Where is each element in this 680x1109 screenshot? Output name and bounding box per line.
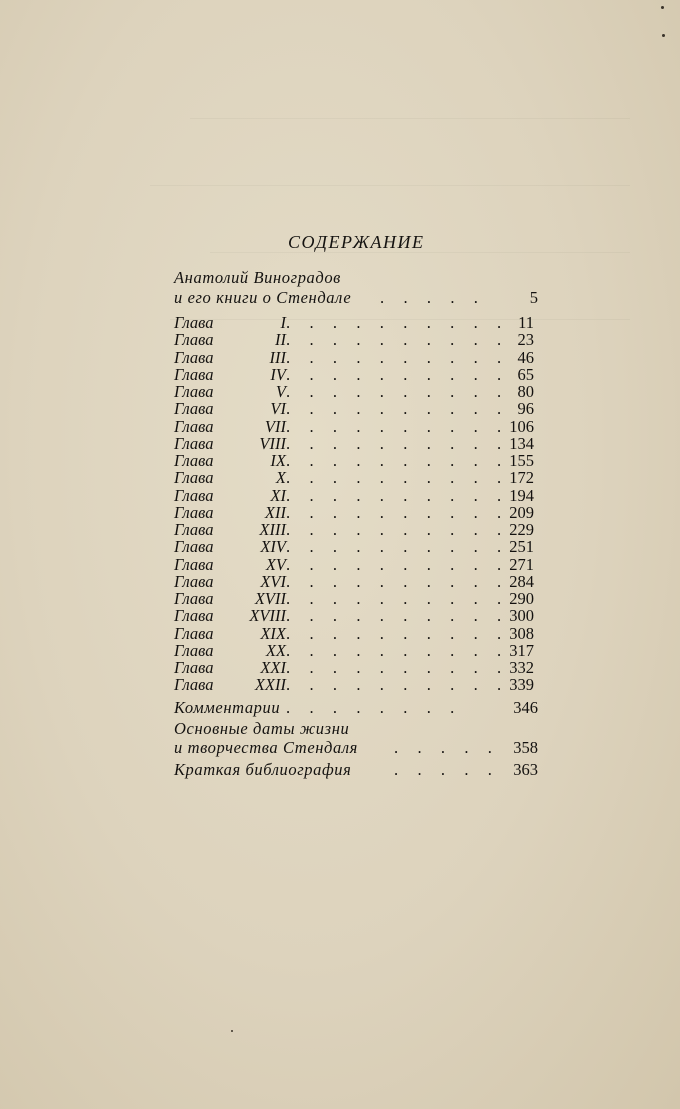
chapter-label: Глава [174,433,214,453]
chapter-leader-dots: . . . . . . . . . . [286,537,509,557]
chapter-leader-dots: . . . . . . . . . . [286,658,509,677]
chapter-number: III [269,347,286,367]
chapter-page-number: 96 [517,399,534,419]
chapter-number: V [275,382,286,401]
chapter-leader-dots: . . . . . . . . . . [286,416,509,436]
dates-line-1: Основные даты жизни [174,719,350,738]
table-of-contents [172,0,540,1109]
intro-line-1: Анатолий Виноградов [174,268,341,287]
chapter-label: Глава [174,485,214,505]
chapter-number: XX [265,640,286,660]
chapter-number: XIX [260,623,286,643]
chapter-number: X [275,468,286,488]
chapter-row [172,675,536,695]
chapter-label: Глава [174,675,214,695]
chapter-number: XXII [254,675,286,695]
chapter-label: Глава [174,468,214,488]
chapter-leader-dots: . . . . . . . . . . [286,589,509,608]
chapter-leader-dots: . . . . . . . . . . [286,485,509,505]
chapter-page-number: 155 [509,451,534,470]
chapter-page-number: 300 [509,606,534,626]
chapter-page-number: 65 [517,364,534,384]
chapter-number: II [275,330,286,350]
bibliography-page-number: 363 [513,760,538,779]
chapter-label: Глава [174,589,214,608]
chapter-page-number: 134 [509,433,534,453]
chapter-leader-dots: . . . . . . . . . . [286,382,509,401]
chapter-leader-dots: . . . . . . . . . . [286,313,509,332]
chapter-page-number: 290 [509,589,534,608]
intro-leader-dots: . . . . . [380,288,486,307]
chapter-label: Глава [174,606,214,626]
chapter-leader-dots: . . . . . . . . . . [286,675,509,695]
chapter-number: XVII [254,589,286,608]
chapter-leader-dots: . . . . . . . . . . [286,623,509,643]
chapter-label: Глава [174,571,214,591]
chapter-label: Глава [174,399,214,419]
chapter-number: I [280,313,286,332]
chapter-page-number: 11 [518,313,534,332]
chapter-page-number: 271 [509,554,534,574]
chapter-page-number: 332 [509,658,534,677]
chapter-leader-dots: . . . . . . . . . . [286,451,509,470]
chapter-number: XVI [260,571,286,591]
chapter-page-number: 23 [517,330,534,350]
chapter-leader-dots: . . . . . . . . . . [286,520,509,539]
chapter-page-number: 339 [509,675,534,695]
chapter-label: Глава [174,382,214,401]
page-title: СОДЕРЖАНИЕ [288,232,425,252]
chapter-number: VII [264,416,286,436]
chapter-label: Глава [174,347,214,367]
commentary-page-number: 346 [513,698,538,717]
chapter-number: XVIII [249,606,286,626]
chapter-label: Глава [174,537,214,557]
chapter-label: Глава [174,364,214,384]
chapter-page-number: 172 [509,468,534,488]
chapter-label: Глава [174,313,214,332]
chapter-leader-dots: . . . . . . . . . . [286,330,509,350]
chapter-leader-dots: . . . . . . . . . . [286,571,509,591]
intro-page-number: 5 [529,288,538,307]
chapter-leader-dots: . . . . . . . . . . [286,640,509,660]
chapter-leader-dots: . . . . . . . . . . [286,433,509,453]
chapter-label: Глава [174,520,214,539]
chapter-number: IV [270,364,286,384]
chapter-page-number: 284 [509,571,534,591]
chapter-number: XXI [260,658,286,677]
chapter-page-number: 80 [517,382,534,401]
chapter-leader-dots: . . . . . . . . . . [286,347,509,367]
chapter-number: XI [270,485,286,505]
chapter-leader-dots: . . . . . . . . . . [286,554,509,574]
chapter-number: VI [270,399,286,419]
chapter-number: VIII [259,433,286,453]
chapter-label: Глава [174,451,214,470]
chapter-page-number: 46 [517,347,534,367]
chapter-label: Глава [174,623,214,643]
chapter-label: Глава [174,416,214,436]
chapter-page-number: 106 [509,416,534,436]
chapter-label: Глава [174,554,214,574]
chapter-leader-dots: . . . . . . . . . . [286,364,509,384]
chapter-number: XII [264,502,286,522]
chapter-number: XV [265,554,286,574]
chapter-page-number: 317 [509,640,534,660]
chapter-page-number: 229 [509,520,534,539]
chapter-label: Глава [174,330,214,350]
chapter-page-number: 194 [509,485,534,505]
chapter-page-number: 209 [509,502,534,522]
chapter-page-number: 308 [509,623,534,643]
dates-page-number: 358 [513,738,538,757]
chapter-number: XIII [259,520,286,539]
bibliography-label: Краткая библиография [174,760,352,779]
commentary-leader-dots: . . . . . . . . [286,698,462,717]
chapter-number: XIV [260,537,286,557]
commentary-label: Комментарии [174,698,281,717]
chapter-leader-dots: . . . . . . . . . . [286,468,509,488]
dates-line-2: и творчества Стендаля [174,738,358,757]
intro-line-2: и его книги о Стендале [174,288,352,307]
chapter-page-number: 251 [509,537,534,557]
bibliography-leader-dots: . . . . . [394,760,500,779]
dates-leader-dots: . . . . . [394,738,500,757]
chapter-label: Глава [174,658,214,677]
chapter-leader-dots: . . . . . . . . . . [286,399,509,419]
chapter-label: Глава [174,502,214,522]
chapter-leader-dots: . . . . . . . . . . [286,502,509,522]
chapter-number: IX [270,451,286,470]
chapter-leader-dots: . . . . . . . . . . [286,606,509,626]
chapter-label: Глава [174,640,214,660]
